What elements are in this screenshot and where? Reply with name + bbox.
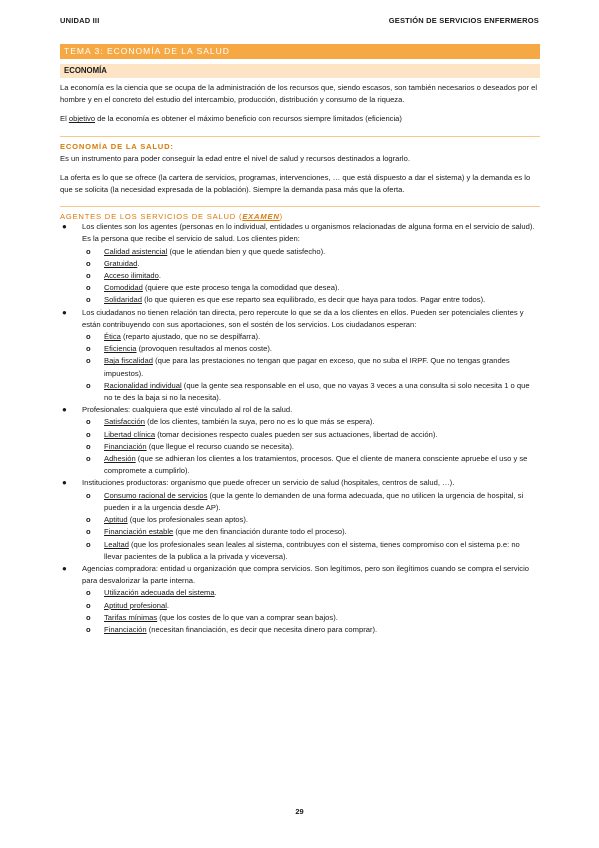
subitem-description: (quiere que este proceso tenga la comodidad que desea). bbox=[142, 283, 340, 293]
subitem-description: (que me den financiación durante todo el proceso). bbox=[173, 527, 347, 537]
agent-subitem bbox=[82, 490, 540, 514]
subitem-description: (lo que quieren es que ese reparto sea equilibrado, es decir que haya para todos. Pagar entre todos). bbox=[142, 295, 486, 305]
circle-bullet-icon: o bbox=[86, 600, 91, 610]
subitem-description: (que los profesionales sean aptos). bbox=[127, 515, 248, 525]
agent-item bbox=[60, 404, 540, 477]
subitem-description: . bbox=[137, 258, 140, 268]
circle-bullet-icon: o bbox=[86, 283, 91, 293]
agent-text: Los clientes son los agentes (personas en lo individual, entidades u organismos relacionadas de alguna forma en el servicio de salud). Es la persona que recibe el servicio de salud. Los clientes piden: bbox=[82, 222, 535, 244]
subitem-term: Baja fiscalidad bbox=[104, 356, 153, 366]
circle-bullet-icon: o bbox=[86, 417, 91, 427]
economia-salud-heading: ECONOMÍA DE LA SALUD: bbox=[60, 141, 174, 151]
agent-subitem bbox=[82, 355, 540, 379]
agent-sublist bbox=[82, 331, 540, 404]
subitem-term: Aptitud bbox=[104, 515, 128, 525]
agent-subitem bbox=[82, 282, 540, 294]
agent-subitem bbox=[82, 600, 540, 612]
agent-item bbox=[60, 221, 540, 306]
circle-bullet-icon: o bbox=[86, 612, 91, 622]
agent-subitem bbox=[82, 441, 540, 453]
subitem-term: Solidaridad bbox=[104, 295, 142, 305]
agent-subitem bbox=[82, 587, 540, 599]
subitem-term: Financiación estable bbox=[104, 527, 174, 537]
subitem-term: Lealtad bbox=[104, 539, 129, 549]
agent-subitem bbox=[82, 514, 540, 526]
page-content bbox=[60, 44, 540, 636]
agent-sublist bbox=[82, 587, 540, 636]
subitem-description: (reparto ajustado, que no se despilfarra). bbox=[120, 332, 261, 342]
economia-paragraph: La economía es la ciencia que se ocupa de la administración de los recursos que, siendo escasos, son también necesarios o deseados por el hombre y en el concreto del estudio del intercambio, producción, distribución y consumo de la riqueza. bbox=[60, 83, 538, 105]
subitem-description: (que se adhieran los clientes a los tratamientos, procesos. Que el cliente de manera consciente apruebe el uso y se compromete a cumplirlo). bbox=[104, 454, 528, 476]
circle-bullet-icon: o bbox=[86, 271, 91, 281]
subitem-description: (provoquen resultados al menos coste). bbox=[136, 344, 272, 354]
agent-subitem bbox=[82, 294, 540, 306]
circle-bullet-icon: o bbox=[86, 246, 91, 256]
subitem-description: . bbox=[166, 600, 170, 610]
circle-bullet-icon: o bbox=[86, 624, 91, 634]
economia-objective bbox=[60, 113, 540, 125]
subitem-description: (que le atiendan bien y que quede satisfecho). bbox=[167, 246, 326, 256]
agent-subitem bbox=[82, 429, 540, 441]
circle-bullet-icon: o bbox=[86, 332, 91, 342]
agent-text: Los ciudadanos no tienen relación tan directa, pero repercute lo que se da a los clientes en ellos. Pueden ser potenciales clientes y están contribuyendo con sus aportaciones, son el sostén de los servicios. Los ciudadanos esperan: bbox=[82, 307, 524, 329]
subitem-term: Acceso ilimitado bbox=[104, 271, 159, 281]
divider bbox=[60, 206, 540, 207]
agent-subitem bbox=[82, 343, 540, 355]
subitem-term: Racionalidad individual bbox=[104, 380, 182, 390]
header-course: GESTIÓN DE SERVICIOS ENFERMEROS bbox=[388, 16, 539, 25]
bullet-icon: ● bbox=[62, 222, 67, 232]
agentes-heading-close: ) bbox=[279, 212, 283, 222]
subitem-description: . bbox=[214, 588, 217, 598]
objective-post: de la economía es obtener el máximo beneficio con recursos siempre limitados (eficiencia) bbox=[95, 114, 402, 124]
bullet-icon: ● bbox=[62, 563, 67, 573]
circle-bullet-icon: o bbox=[86, 588, 91, 598]
objective-term: objetivo bbox=[68, 114, 96, 124]
subitem-term: Libertad clínica bbox=[104, 429, 156, 439]
subitem-term: Satisfacción bbox=[104, 417, 145, 427]
subitem-term: Comodidad bbox=[104, 283, 143, 293]
subitem-term: Consumo racional de servicios bbox=[104, 490, 208, 500]
circle-bullet-icon: o bbox=[86, 356, 91, 366]
agent-subitem bbox=[82, 612, 540, 624]
subitem-term: Financiación bbox=[104, 624, 147, 634]
agent-subitem bbox=[82, 539, 540, 563]
subitem-term: Aptitud profesional bbox=[104, 600, 167, 610]
agent-item bbox=[60, 563, 540, 636]
agent-item bbox=[60, 307, 540, 405]
subitem-term: Adhesión bbox=[104, 454, 136, 464]
exam-tag: EXAMEN bbox=[242, 212, 280, 222]
economia-salud-p2: La oferta es lo que se ofrece (la cartera de servicios, programas, intervenciones, … que está dispuesto a dar el sistema) y la demanda es lo que se solicita (la necesidad expresada de la población). Siempre la demanda pasa más que la oferta. bbox=[60, 172, 531, 195]
page-number: 29 bbox=[295, 807, 304, 816]
subitem-description: (que la gente sea responsable en el uso, que no vayas 3 veces a una consulta si solo necesita 1 o que no te des la baja si no la necesita). bbox=[104, 380, 530, 403]
circle-bullet-icon: o bbox=[86, 380, 91, 390]
agent-sublist bbox=[82, 416, 540, 477]
subitem-description: (que los profesionales sean leales al sistema, contribuyes con el sistema, tienes compromiso con el sistema p.e: no llevar pacientes de la publica a la privada y viceversa). bbox=[104, 539, 520, 561]
circle-bullet-icon: o bbox=[86, 344, 91, 354]
subitem-description: (que para las prestaciones no tengan que pagar en exceso, que no suba el IRPF. Que no tengas grandes impuestos). bbox=[104, 356, 510, 378]
section-economia-heading: ECONOMÍA bbox=[60, 64, 540, 78]
circle-bullet-icon: o bbox=[86, 490, 91, 500]
divider bbox=[60, 136, 540, 137]
agent-subitem bbox=[82, 331, 540, 343]
circle-bullet-icon: o bbox=[86, 454, 91, 464]
subitem-description: (tomar decisiones respecto cuales pueden ser sus actuaciones, libertad de acción). bbox=[155, 429, 438, 439]
page-header bbox=[60, 16, 539, 30]
agent-sublist bbox=[82, 246, 540, 307]
agentes-heading bbox=[60, 212, 540, 221]
subitem-description: (que llegue el recurso cuando se necesita). bbox=[146, 441, 294, 451]
circle-bullet-icon: o bbox=[86, 258, 91, 268]
subitem-term: Utilización adecuada del sistema bbox=[104, 588, 215, 598]
agent-subitem bbox=[82, 453, 540, 477]
bullet-icon: ● bbox=[62, 405, 67, 415]
subitem-term: Gratuidad bbox=[104, 258, 138, 268]
circle-bullet-icon: o bbox=[86, 441, 91, 451]
topic-title: TEMA 3: ECONOMÍA DE LA SALUD bbox=[60, 44, 540, 59]
subitem-description: . bbox=[158, 271, 161, 281]
agent-text: Instituciones productoras: organismo que puede ofrecer un servicio de salud (hospitales, centros de salud, …). bbox=[82, 478, 455, 488]
subitem-description: (necesitan financiación, es decir que necesita dinero para comprar). bbox=[146, 624, 378, 634]
agent-subitem bbox=[82, 246, 540, 258]
agentes-heading-text: AGENTES DE LOS SERVICIOS DE SALUD ( bbox=[60, 212, 243, 222]
economia-salud-p1: Es un instrumento para poder conseguir la edad entre el nivel de salud y recursos destinados a lograrlo. bbox=[60, 153, 410, 163]
agent-sublist bbox=[82, 490, 540, 563]
agent-subitem bbox=[82, 624, 540, 636]
agent-subitem bbox=[82, 258, 540, 270]
agent-text: Profesionales: cualquiera que esté vinculado al rol de la salud. bbox=[82, 405, 293, 415]
circle-bullet-icon: o bbox=[86, 539, 91, 549]
circle-bullet-icon: o bbox=[86, 527, 91, 537]
subitem-description: (que la gente lo demanden de una forma adecuada, que no utilicen la urgencia de hospital, si pueden ir a la urgencia desde AP). bbox=[104, 490, 524, 512]
agent-subitem bbox=[82, 526, 540, 538]
subitem-term: Tarifas mínimas bbox=[104, 612, 158, 622]
agent-subitem bbox=[82, 270, 540, 282]
agents-list bbox=[60, 221, 540, 636]
objective-pre: El bbox=[60, 114, 69, 124]
subitem-description: (que los costes de lo que van a comprar sean bajos). bbox=[157, 612, 338, 622]
agent-subitem bbox=[82, 416, 540, 428]
circle-bullet-icon: o bbox=[86, 429, 91, 439]
circle-bullet-icon: o bbox=[86, 295, 91, 305]
header-unit: UNIDAD III bbox=[60, 16, 100, 25]
bullet-icon: ● bbox=[62, 478, 67, 488]
circle-bullet-icon: o bbox=[86, 515, 91, 525]
agent-text: Agencias compradora: entidad u organización que compra servicios. Son legítimos, pero son ilegítimos cuando se compra el servicio para desvalorizar la parte interna. bbox=[82, 563, 529, 586]
subitem-term: Calidad asistencial bbox=[104, 246, 168, 256]
agent-item bbox=[60, 477, 540, 562]
agent-subitem bbox=[82, 380, 540, 404]
bullet-icon: ● bbox=[62, 307, 67, 317]
subitem-term: Eficiencia bbox=[104, 344, 137, 354]
subitem-term: Ética bbox=[104, 332, 121, 342]
subitem-term: Financiación bbox=[104, 441, 147, 451]
subitem-description: (de los clientes, también la suya, pero no es lo que más se espera). bbox=[144, 417, 375, 427]
